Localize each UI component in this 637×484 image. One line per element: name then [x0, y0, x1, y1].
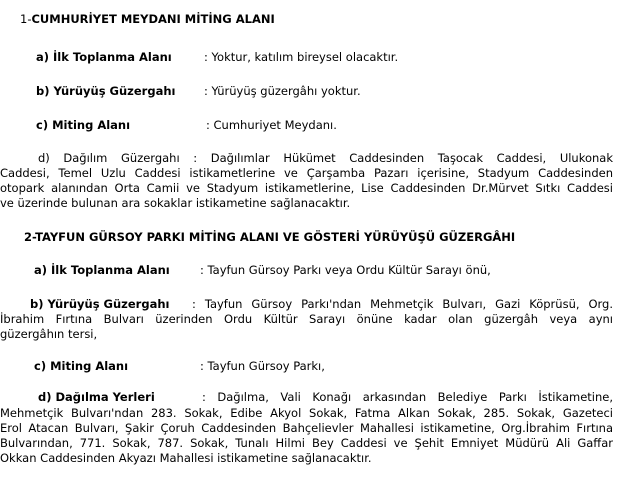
- s1-a-label: a) İlk Toplanma Alanı: [36, 50, 172, 64]
- s2-b-label: b) Yürüyüş Güzergahı: [30, 297, 170, 311]
- s1-c-label: c) Miting Alanı: [36, 118, 131, 132]
- s2-c-label: c) Miting Alanı: [34, 359, 129, 373]
- s2-d-line: Mehmetçik Bulvarı'ndan 283. Sokak, Edibe Akyol Sokak, Fatma Alkan Sokak, 285. Sokak, Gazeteci: [0, 406, 613, 420]
- s2-b-line: İbrahim Fırtına Bulvarı üzerinden Ordu Kültür Sarayı önüne kadar olan güzergâh veya aynı: [0, 312, 613, 326]
- s1-d-line: d) Dağılım Güzergahı : Dağılımlar Hükümet Caddesinden Taşocak Caddesi, Ulukonak: [38, 151, 613, 165]
- s1-b-value: : Yürüyüş güzergâhı yoktur.: [204, 84, 361, 98]
- s2-b-line: güzergâhın tersi,: [0, 327, 98, 341]
- s1-d-line: Caddesi, Temel Uzlu Caddesi istikametlerine ve Çarşamba Pazarı içerisine, Stadyum Caddesinden: [0, 166, 613, 180]
- section-1-number: 1-: [20, 12, 32, 26]
- s2-c-value: : Tayfun Gürsoy Parkı,: [200, 359, 325, 373]
- s1-d-line: otopark alanından Orta Camii ve Stadyum istikametlerine, Lise Caddesinden Dr.Mürvet Sıtkı Caddesi: [0, 181, 613, 195]
- s1-d-line: ve üzerinde bulunan ara sokaklar istikametine sağlanacaktır.: [0, 196, 351, 210]
- s1-a-value: : Yoktur, katılım bireysel olacaktır.: [204, 50, 399, 64]
- s2-a-value: : Tayfun Gürsoy Parkı veya Ordu Kültür Sarayı önü,: [200, 263, 491, 277]
- s2-a-label: a) İlk Toplanma Alanı: [34, 263, 170, 277]
- section-2-title: 2-TAYFUN GÜRSOY PARKI MİTİNG ALANI VE GÖSTERİ YÜRÜYÜŞÜ GÜZERGÂHI: [24, 230, 516, 244]
- section-1-heading: [20, 12, 275, 26]
- s1-c-value: : Cumhuriyet Meydanı.: [206, 118, 337, 132]
- s2-d-line: Bulvarından, 771. Sokak, 787. Sokak, Tunalı Hilmi Bey Caddesi ve Şehit Emniyet Müdürü Ali Gaffar: [0, 436, 613, 450]
- s2-d-line: : Dağılma, Vali Konağı arkasından Belediye Parkı İstikametine,: [202, 390, 613, 404]
- s2-d-line: Erol Atacan Bulvarı, Şakir Çoruh Caddesinden Bahçelievler Mahallesi istikametine, Org.İbrahim Fırtına: [0, 421, 613, 435]
- section-1-title: CUMHURİYET MEYDANI MİTİNG ALANI: [31, 12, 275, 26]
- s2-b-line: : Tayfun Gürsoy Parkı'ndan Mehmetçik Bulvarı, Gazi Köprüsü, Org.: [192, 297, 613, 311]
- s1-b-label: b) Yürüyüş Güzergahı: [36, 84, 176, 98]
- s2-d-label: d) Dağılma Yerleri: [38, 390, 155, 404]
- s2-d-line: Okkan Caddesinden Akyazı Mahallesi istikametine sağlanacaktır.: [0, 451, 372, 465]
